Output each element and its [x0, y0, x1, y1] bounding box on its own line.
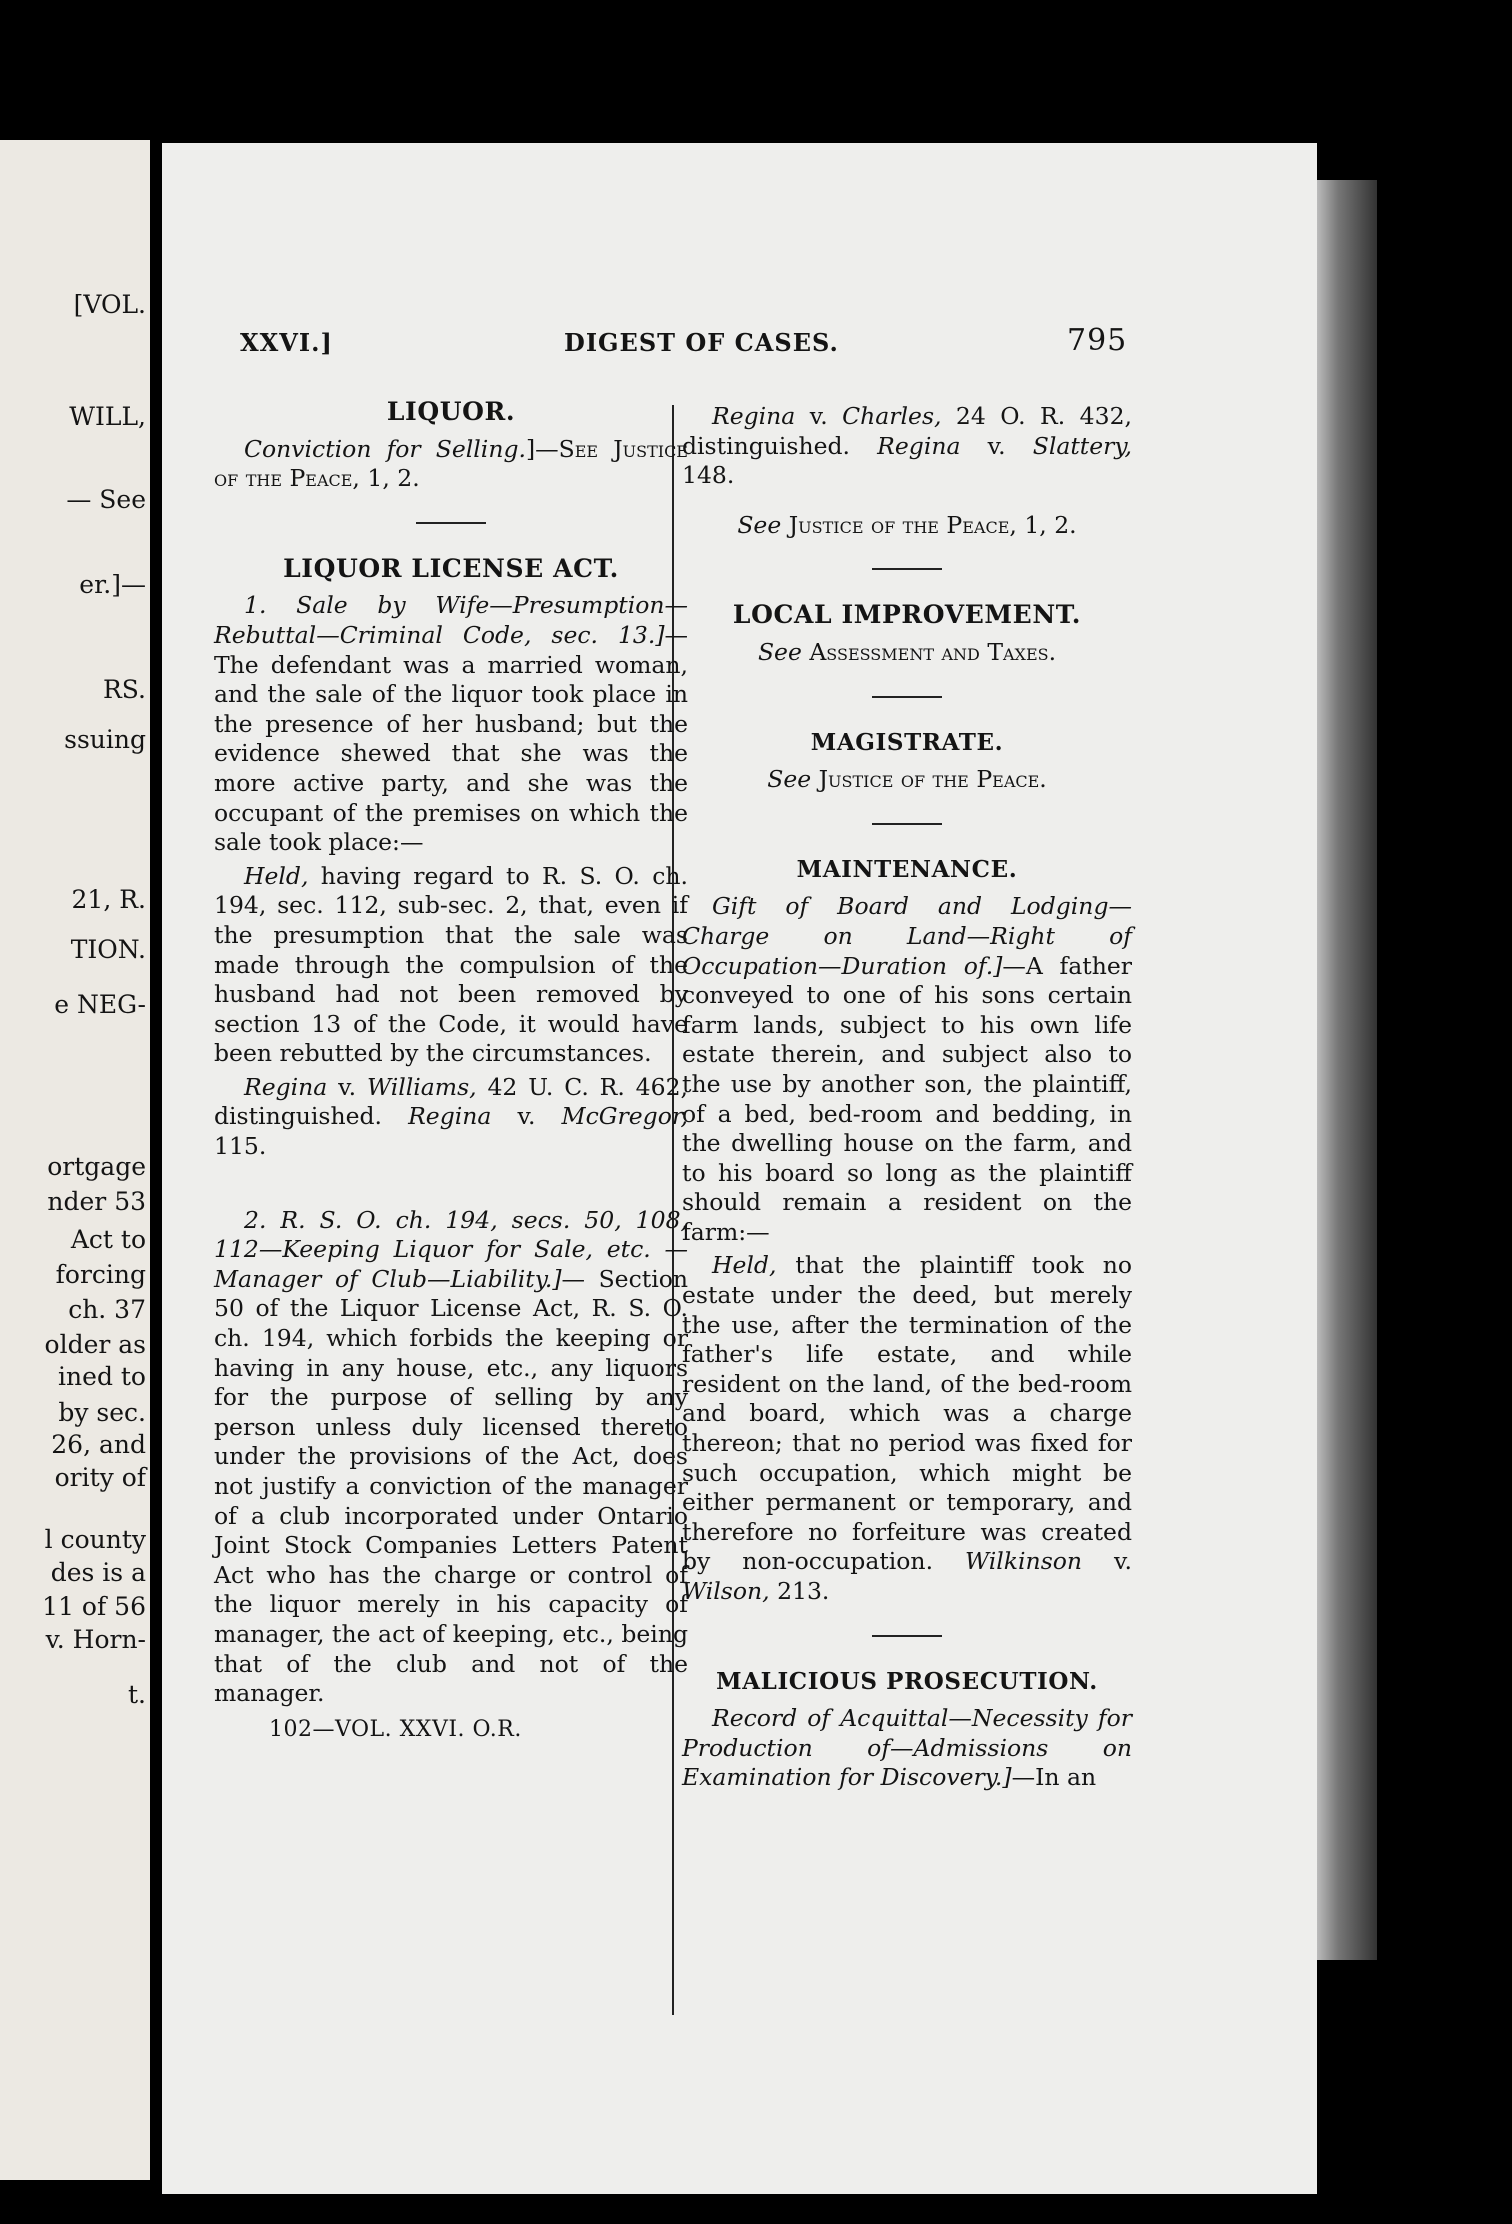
- section-title-local-improvement: LOCAL IMPROVEMENT.: [732, 600, 1082, 630]
- left-margin-fragment: RS.: [102, 675, 146, 704]
- malicious-prosecution-case: Record of Acquittal—Necessity for Production of—Admissions on Examination for Discovery.]—In an: [682, 1704, 1132, 1792]
- section-rule: [416, 522, 486, 524]
- left-margin-fragment: by sec.: [58, 1398, 146, 1427]
- running-head-title: DIGEST OF CASES.: [564, 328, 839, 357]
- left-margin-fragment: 11 of 56: [42, 1592, 146, 1621]
- section-title-liquor-license-act: LIQUOR LICENSE ACT.: [283, 553, 619, 583]
- left-margin-fragment: l county: [44, 1525, 146, 1554]
- maintenance-held: Held, that the plaintiff took no estate under the deed, but merely the use, after the termination of the father's life estate, and while resident on the land, of the bed-room and board, which was a charge thereon; that no period was fixed for such occupation, which might be either permanent or temporary, and therefore no forfeiture was created by non-occupation. Wilkinson v. Wilson, 213.: [682, 1251, 1132, 1605]
- left-margin-fragment: [VOL.: [73, 290, 146, 319]
- section-rule: [872, 1635, 942, 1637]
- left-margin-fragment: ority of: [54, 1463, 146, 1492]
- case-1-citation: Regina v. Williams, 42 U. C. R. 462, distinguished. Regina v. McGregor, 115.: [214, 1072, 688, 1161]
- left-margin-fragment: ch. 37: [68, 1295, 146, 1324]
- section-title-malicious-prosecution: MALICIOUS PROSECUTION.: [716, 1667, 1098, 1695]
- left-margin-fragment: ssuing: [64, 725, 146, 754]
- left-margin-fragment: v. Horn-: [45, 1625, 146, 1654]
- left-margin-fragment: older as: [44, 1330, 146, 1359]
- page-number: 795: [1067, 323, 1128, 358]
- section-title-magistrate: MAGISTRATE.: [810, 728, 1004, 756]
- page-edge-shadow: [1317, 180, 1377, 1960]
- section-rule: [872, 568, 942, 570]
- case-1-held: Held, having regard to R. S. O. ch. 194, sec. 112, sub-sec. 2, that, even if the presumption that the sale was made through the compulsion of the husband had not been removed by section 13 of the Code, it would have been rebutted by the circumstances.: [214, 861, 688, 1068]
- left-margin-fragment: TION.: [70, 935, 146, 964]
- see-justice: See Justice of the Peace, 1, 2.: [737, 510, 1077, 539]
- left-margin-fragment: ortgage: [47, 1152, 146, 1181]
- book-page: [162, 143, 1317, 2194]
- case-1: 1. Sale by Wife—Presumption—Rebuttal—Criminal Code, sec. 13.]—The defendant was a married woman, and the sale of the liquor took place in the presence of her husband; but the evidence shewed that she was the more active party, and she was the occupant of the premises on which the sale took place:—: [214, 591, 688, 857]
- section-title-maintenance: MAINTENANCE.: [796, 855, 1018, 883]
- left-margin-fragment: des is a: [50, 1558, 146, 1587]
- case-2: 2. R. S. O. ch. 194, secs. 50, 108, 112—Keeping Liquor for Sale, etc. —Manager of Club—Liability.]— Section 50 of the Liquor License Act, R. S. O. ch. 194, which forbids the keeping or having in any house, etc., any liquors for the purpose of selling by any person unless duly licensed thereto under the provisions of the Act, does not justify a conviction of the manager of a club incorporated under Ontario Joint Stock Companies Letters Patent Act who has the charge or control of the liquor merely in his capacity of manager, the act of keeping, etc., being that of the club and not of the manager.: [214, 1205, 688, 1708]
- left-margin-fragment: t.: [128, 1680, 146, 1709]
- left-margin-fragment: e NEG-: [54, 990, 146, 1019]
- bottom-shadow: [162, 2194, 1317, 2224]
- see-assessment: See Assessment and Taxes.: [757, 637, 1057, 666]
- left-margin-fragment: forcing: [55, 1260, 146, 1289]
- section-title-liquor: LIQUOR.: [386, 397, 516, 426]
- signature-footer: 102—VOL. XXVI. O.R.: [269, 1716, 522, 1742]
- right-column: [682, 402, 1132, 1797]
- see-justice-2: See Justice of the Peace.: [767, 765, 1047, 794]
- left-margin-fragment: Act to: [70, 1225, 146, 1254]
- left-margin-fragment: — See: [66, 485, 146, 514]
- left-column: [214, 391, 688, 1744]
- section-rule: [872, 696, 942, 698]
- left-margin-fragment: nder 53: [47, 1187, 146, 1216]
- running-head-volume: XXVI.]: [240, 328, 333, 357]
- section-rule: [872, 823, 942, 825]
- left-margin-fragment: 21, R.: [71, 885, 146, 914]
- left-margin-fragment: ined to: [58, 1362, 146, 1391]
- adjacent-page-fragment: [0, 140, 150, 2180]
- left-margin-fragment: 26, and: [51, 1430, 146, 1459]
- left-margin-fragment: er.]—: [79, 570, 146, 599]
- liquor-entry: Conviction for Selling.]—See Justice of the Peace, 1, 2.: [214, 434, 688, 493]
- maintenance-case: Gift of Board and Lodging—Charge on Land—Right of Occupation—Duration of.]—A father conveyed to one of his sons certain farm lands, subject to his own life estate therein, and subject also to the use by another son, the plaintiff, of a bed, bed-room and bedding, in the dwelling house on the farm, and to his board so long as the plaintiff should remain a resident on the farm:—: [682, 892, 1132, 1246]
- left-margin-fragment: WILL,: [69, 402, 146, 431]
- carryover-citation: Regina v. Charles, 24 O. R. 432, distinguished. Regina v. Slattery, 148.: [682, 402, 1132, 490]
